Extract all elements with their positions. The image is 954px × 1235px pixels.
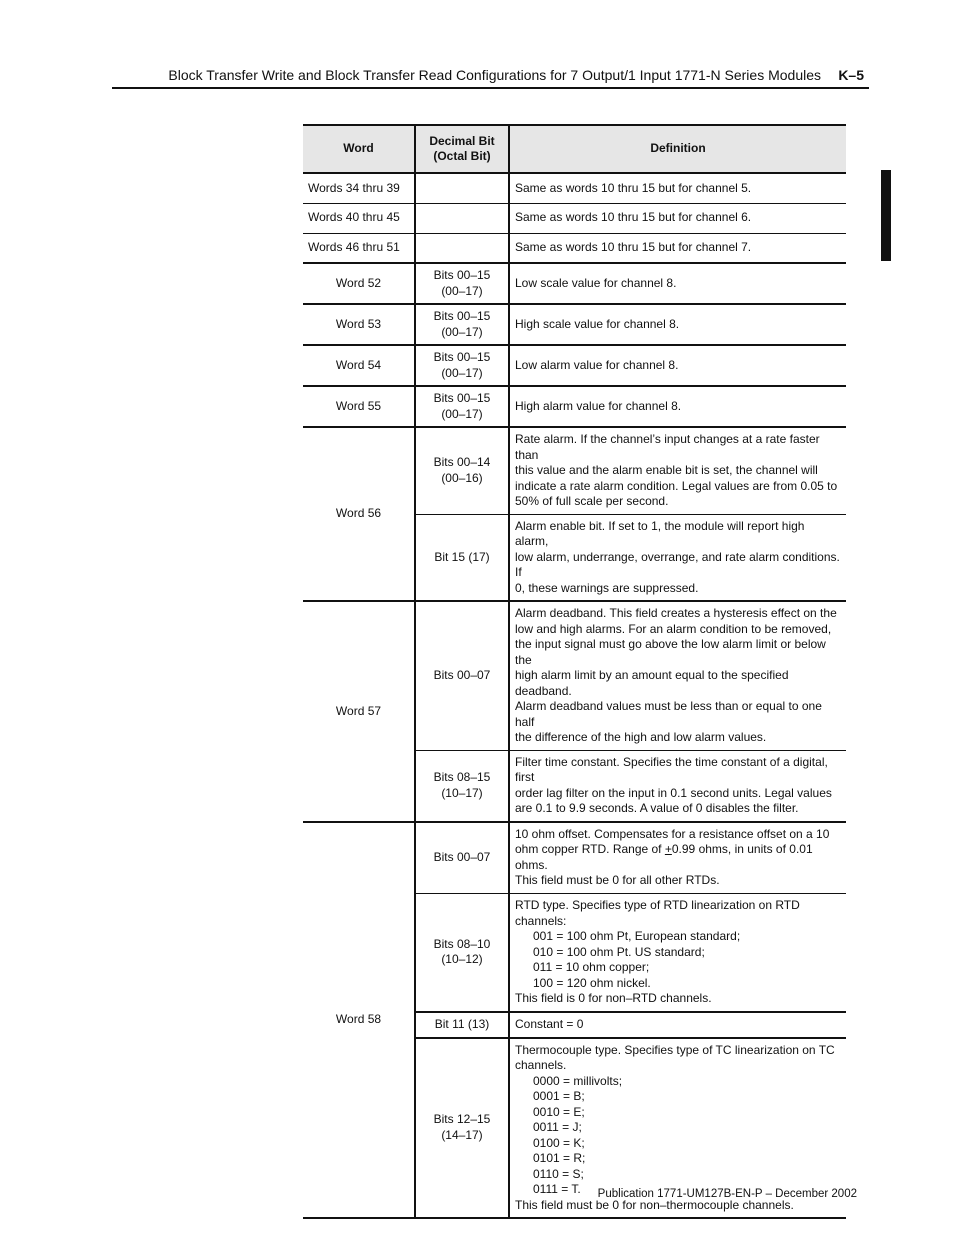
definition-cell: Filter time constant. Specifies the time constant of a digital, first order lag filter on the input in 0.1 second units. Legal values are 0.1 to 9.9 seconds. A value of 0 disables the filter.: [509, 750, 846, 822]
word-cell: Words 34 thru 39: [303, 173, 415, 203]
table-row: [303, 173, 846, 203]
word-cell: Word 56: [303, 427, 415, 601]
definition-cell: Same as words 10 thru 15 but for channel 6.: [509, 203, 846, 233]
table-row: [303, 601, 846, 750]
bit-cell: Bits 00–07: [415, 601, 509, 750]
table-row: [303, 233, 846, 263]
word-cell: Words 40 thru 45: [303, 203, 415, 233]
table-row: [303, 304, 846, 345]
word-cell: Word 53: [303, 304, 415, 345]
table-row: [303, 386, 846, 427]
table-row: [303, 345, 846, 386]
bit-cell: Bits 00–15 (00–17): [415, 345, 509, 386]
definition-cell: 10 ohm offset. Compensates for a resistance offset on a 10 ohm copper RTD. Range of +0.99 ohms, in units of 0.01 ohms. This field must be 0 for all other RTDs.: [509, 822, 846, 894]
column-header-word: Word: [303, 125, 415, 173]
bit-cell: [415, 233, 509, 263]
definition-cell: Alarm enable bit. If set to 1, the module will report high alarm, low alarm, underrange, overrange, and rate alarm conditions. If 0, these warnings are suppressed.: [509, 514, 846, 601]
header-title: Block Transfer Write and Block Transfer Read Configurations for 7 Output/1 Input 1771-N Series Modules: [168, 67, 821, 83]
bit-cell: [415, 173, 509, 203]
definition-cell: Low scale value for channel 8.: [509, 263, 846, 304]
section-tab-marker: [881, 170, 891, 261]
definition-cell: High scale value for channel 8.: [509, 304, 846, 345]
word-cell: Word 58: [303, 822, 415, 1219]
plus-minus-sign: +: [664, 842, 672, 856]
bit-cell: Bits 00–15 (00–17): [415, 304, 509, 345]
definition-cell: RTD type. Specifies type of RTD linearization on RTD channels: 001 = 100 ohm Pt, European standard; 010 = 100 ohm Pt. US standard; 011 = 10 ohm copper; 100 = 120 ohm nickel. This field is 0 for non–RTD channels.: [509, 893, 846, 1012]
definition-cell: Same as words 10 thru 15 but for channel 5.: [509, 173, 846, 203]
bit-cell: Bits 08–10 (10–12): [415, 893, 509, 1012]
page-header: [112, 62, 869, 89]
table-row: [303, 263, 846, 304]
table-row: [303, 427, 846, 514]
definition-cell: High alarm value for channel 8.: [509, 386, 846, 427]
definition-cell: Rate alarm. If the channel’s input changes at a rate faster than this value and the alarm enable bit is set, the channel will indicate a rate alarm condition. Legal values are from 0.05 to 50% of full scale per second.: [509, 427, 846, 514]
publication-footer: Publication 1771-UM127B-EN-P – December 2002: [597, 1188, 857, 1200]
definition-cell: Thermocouple type. Specifies type of TC linearization on TC channels. 0000 = millivolts; 0001 = B; 0010 = E; 0011 = J; 0100 = K; 0101 = R; 0110 = S; 0111 = T. This field must be 0 for non–thermocouple channels.: [509, 1038, 846, 1219]
word-cell: Word 54: [303, 345, 415, 386]
bit-cell: Bits 00–15 (00–17): [415, 263, 509, 304]
bit-cell: Bit 15 (17): [415, 514, 509, 601]
word-cell: Word 52: [303, 263, 415, 304]
definition-cell: Low alarm value for channel 8.: [509, 345, 846, 386]
bit-cell: Bits 00–07: [415, 822, 509, 894]
word-cell: Words 46 thru 51: [303, 233, 415, 263]
bit-cell: Bits 00–14 (00–16): [415, 427, 509, 514]
page-number: K–5: [838, 67, 864, 83]
bit-cell: Bits 08–15 (10–17): [415, 750, 509, 822]
bit-cell: Bits 00–15 (00–17): [415, 386, 509, 427]
bit-cell: Bits 12–15 (14–17): [415, 1038, 509, 1219]
table-row: [303, 203, 846, 233]
bit-definition-table: [303, 124, 846, 1219]
word-cell: Word 55: [303, 386, 415, 427]
table-header-row: [303, 125, 846, 173]
column-header-definition: Definition: [509, 125, 846, 173]
word-cell: Word 57: [303, 601, 415, 822]
definition-cell: Alarm deadband. This field creates a hysteresis effect on the low and high alarms. For an alarm condition to be removed, the input signal must go above the low alarm limit or below the high alarm limit by an amount equal to the specified deadband. Alarm deadband values must be less than or equal to one half the difference of the high and low alarm values.: [509, 601, 846, 750]
bit-cell: Bit 11 (13): [415, 1012, 509, 1038]
definition-cell: Constant = 0: [509, 1012, 846, 1038]
definition-cell: Same as words 10 thru 15 but for channel 7.: [509, 233, 846, 263]
bit-cell: [415, 203, 509, 233]
table-row: [303, 822, 846, 894]
column-header-bit: Decimal Bit (Octal Bit): [415, 125, 509, 173]
